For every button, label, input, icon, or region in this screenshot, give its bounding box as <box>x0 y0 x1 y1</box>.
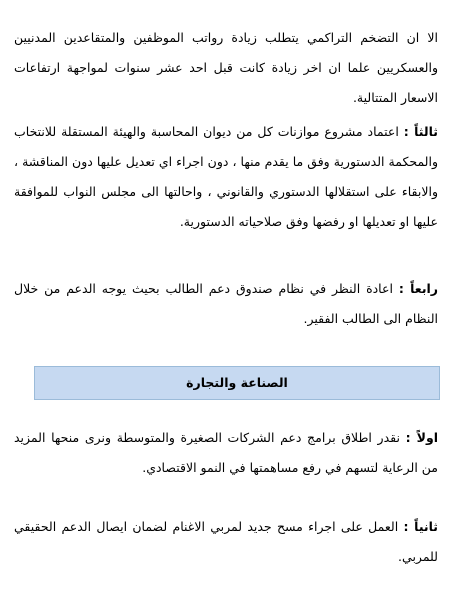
paragraph-text: العمل على اجراء مسح جديد لمربي الاغنام لضمان ايصال الدعم الحقيقي للمربي. <box>14 519 438 564</box>
paragraph-text: الا ان التضخم التراكمي يتطلب زيادة رواتب الموظفين والمتقاعدين المدنيين والعسكريين علما ان اخر زيادة كانت قبل احد عشر سنوات لمواجهة ارتفاعات الاسعار المتتالية. <box>14 30 438 105</box>
paragraph-text: اعتماد مشروع موازنات كل من ديوان المحاسبة والهيئة المستقلة للانتخاب والمحكمة الدستورية وفق ما يقدم منها ، دون اجراء اي تعديل عليها دون المناقشة ، والابقاء على استقلالها الدستوري والقانوني ، واحالتها الى مجلس النواب للموافقة عليها او تعديلها او رفضها وفق صلاحياته الدستورية. <box>14 124 438 229</box>
paragraph-third-budgets <box>14 117 438 237</box>
item-label-second: ثانياً : <box>403 519 439 534</box>
paragraph-first-sme-support <box>14 423 438 483</box>
item-label-first: اولاً : <box>405 430 438 445</box>
paragraph-second-livestock-survey <box>14 512 438 572</box>
paragraph-text: نقدر اطلاق برامج دعم الشركات الصغيرة والمتوسطة ونرى منحها المزيد من الرعاية لتسهم في رفع مساهمتها في النمو الاقتصادي. <box>14 430 438 475</box>
item-label-third: ثالثاً : <box>403 124 438 139</box>
paragraph-fourth-student-fund <box>14 274 438 334</box>
section-header-industry-trade: الصناعة والتجارة <box>34 366 440 400</box>
paragraph-text: اعادة النظر في نظام صندوق دعم الطالب بحيث يوجه الدعم من خلال النظام الى الطالب الفقير. <box>14 281 438 326</box>
item-label-fourth: رابعاً : <box>398 281 438 296</box>
paragraph-salary-increase <box>14 23 438 113</box>
